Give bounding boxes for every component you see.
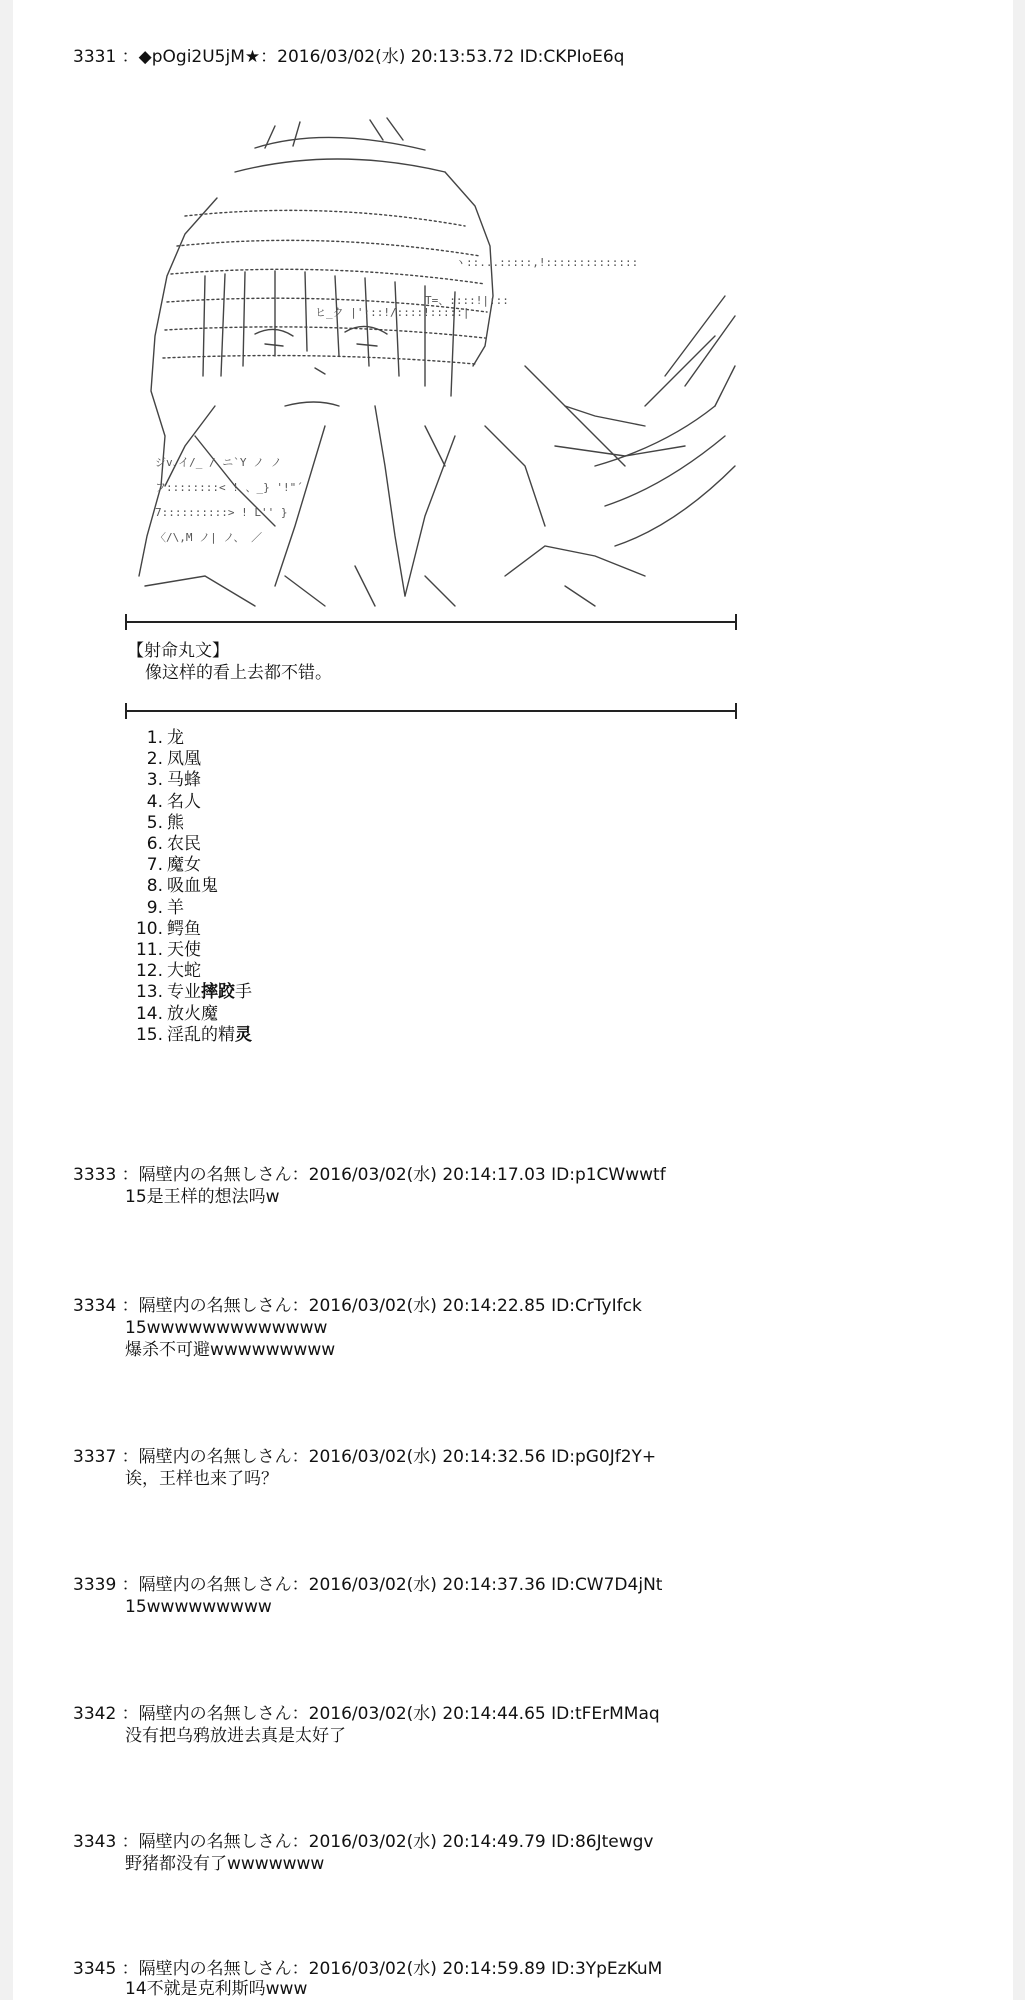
svg-text:ヒ_ク |':::!/::::!:::::|: ヒ_ク |':::!/::::!:::::| <box>315 306 470 319</box>
speech-line: 像这样的看上去都不错。 <box>145 663 332 683</box>
reply-header: 3339 ：隔壁内の名無しさん：2016/03/02(水) 20:14:37.36 ID:CW7D4jNt <box>73 1575 663 1595</box>
list-item: 1. 龙 <box>146 728 184 748</box>
svg-text:ヽ::...:::::,!::::::::::::::: ヽ::...:::::,!:::::::::::::: <box>455 256 639 269</box>
list-item: 11. 天使 <box>135 940 201 961</box>
list-item: 12. 大蛇 <box>135 961 201 982</box>
list-item: 5. 熊 <box>146 812 184 833</box>
reply-header: 3345 ：隔壁内の名無しさん：2016/03/02(水) 20:14:59.89 ID:3YpEzKuM <box>73 1959 663 1979</box>
reply-header: 3342 ：隔壁内の名無しさん：2016/03/02(水) 20:14:44.65 ID:tFErMMaq <box>73 1704 660 1724</box>
list-item: 3. 马蜂 <box>146 770 201 791</box>
reply-header: 3337 ：隔壁内の名無しさん：2016/03/02(水) 20:14:32.56 ID:pG0Jf2Y+ <box>73 1447 657 1467</box>
reply-header: 3343 ：隔壁内の名無しさん：2016/03/02(水) 20:14:49.79 ID:86Jtewgv <box>73 1832 654 1852</box>
divider-cross-left <box>125 614 127 630</box>
page-margin-right <box>1013 0 1025 2000</box>
divider-bottom <box>125 710 737 712</box>
list-item: 10. 鳄鱼 <box>135 918 201 939</box>
list-item: 6. 农民 <box>146 834 201 855</box>
divider-cross-right <box>735 703 737 719</box>
reply-body: 15wwwwwwwwwwwww 爆杀不可避wwwwwwwww <box>125 1318 336 1360</box>
list-item: 15. 淫乱的精灵 <box>135 1024 252 1045</box>
reply-header: 3333 ：隔壁内の名無しさん：2016/03/02(水) 20:14:17.03 ID:p1CWwwtf <box>73 1165 666 1185</box>
reply-body: 15wwwwwwwww <box>125 1597 272 1617</box>
list-item: 9. 羊 <box>146 897 184 918</box>
reply-header: 3334 ：隔壁内の名無しさん：2016/03/02(水) 20:14:22.85 ID:CrTyIfck <box>73 1296 642 1316</box>
divider-cross-left <box>125 703 127 719</box>
ascii-art-character <box>125 106 745 616</box>
reply-body: 诶，王样也来了吗？ <box>125 1469 278 1489</box>
list-item: 14. 放火魔 <box>135 1003 218 1024</box>
list-item: 8. 吸血鬼 <box>146 876 218 897</box>
list-item: 4. 名人 <box>146 791 201 812</box>
op-post-header: 3331 ：◆pOgi2U5jM★：2016/03/02(水) 20:13:53.72 ID:CKPIoE6q <box>73 47 625 67</box>
speaker-label: 【射命丸文】 <box>127 641 229 661</box>
divider-top <box>125 621 737 623</box>
list-item: 7. 魔女 <box>146 855 201 876</box>
list-item: 2. 凤凰 <box>146 749 201 770</box>
reply-body: 没有把乌鸦放进去真是太好了 <box>125 1726 346 1746</box>
thread-page <box>13 0 1013 2000</box>
svg-text:T=、::::!|:::: T=、::::!|::: <box>425 294 509 307</box>
svg-text:〈/\,M ノ| ノ、 ／: 〈/\,M ノ| ノ、 ／ <box>155 531 263 544</box>
divider-cross-right <box>735 614 737 630</box>
svg-text:フ::::::::< ! 、_} '!"´: フ::::::::< ! 、_} '!"´ <box>155 481 303 494</box>
reply-body: 15是王样的想法吗w <box>125 1187 280 1207</box>
list-item: 13. 专业摔跤手 <box>135 982 252 1003</box>
reply-body: 14不就是克利斯吗www <box>125 1979 308 1999</box>
svg-text:7::::::::::> ! L'' }: 7::::::::::> ! L'' } <box>155 506 288 519</box>
choice-list <box>125 728 252 1046</box>
page-margin-left <box>0 0 13 2000</box>
reply-body: 野猪都没有了wwwwwww <box>125 1854 325 1874</box>
svg-text:ジv､イ/_ / ニ`Y ノ ノ: ジv､イ/_ / ニ`Y ノ ノ <box>155 456 282 469</box>
